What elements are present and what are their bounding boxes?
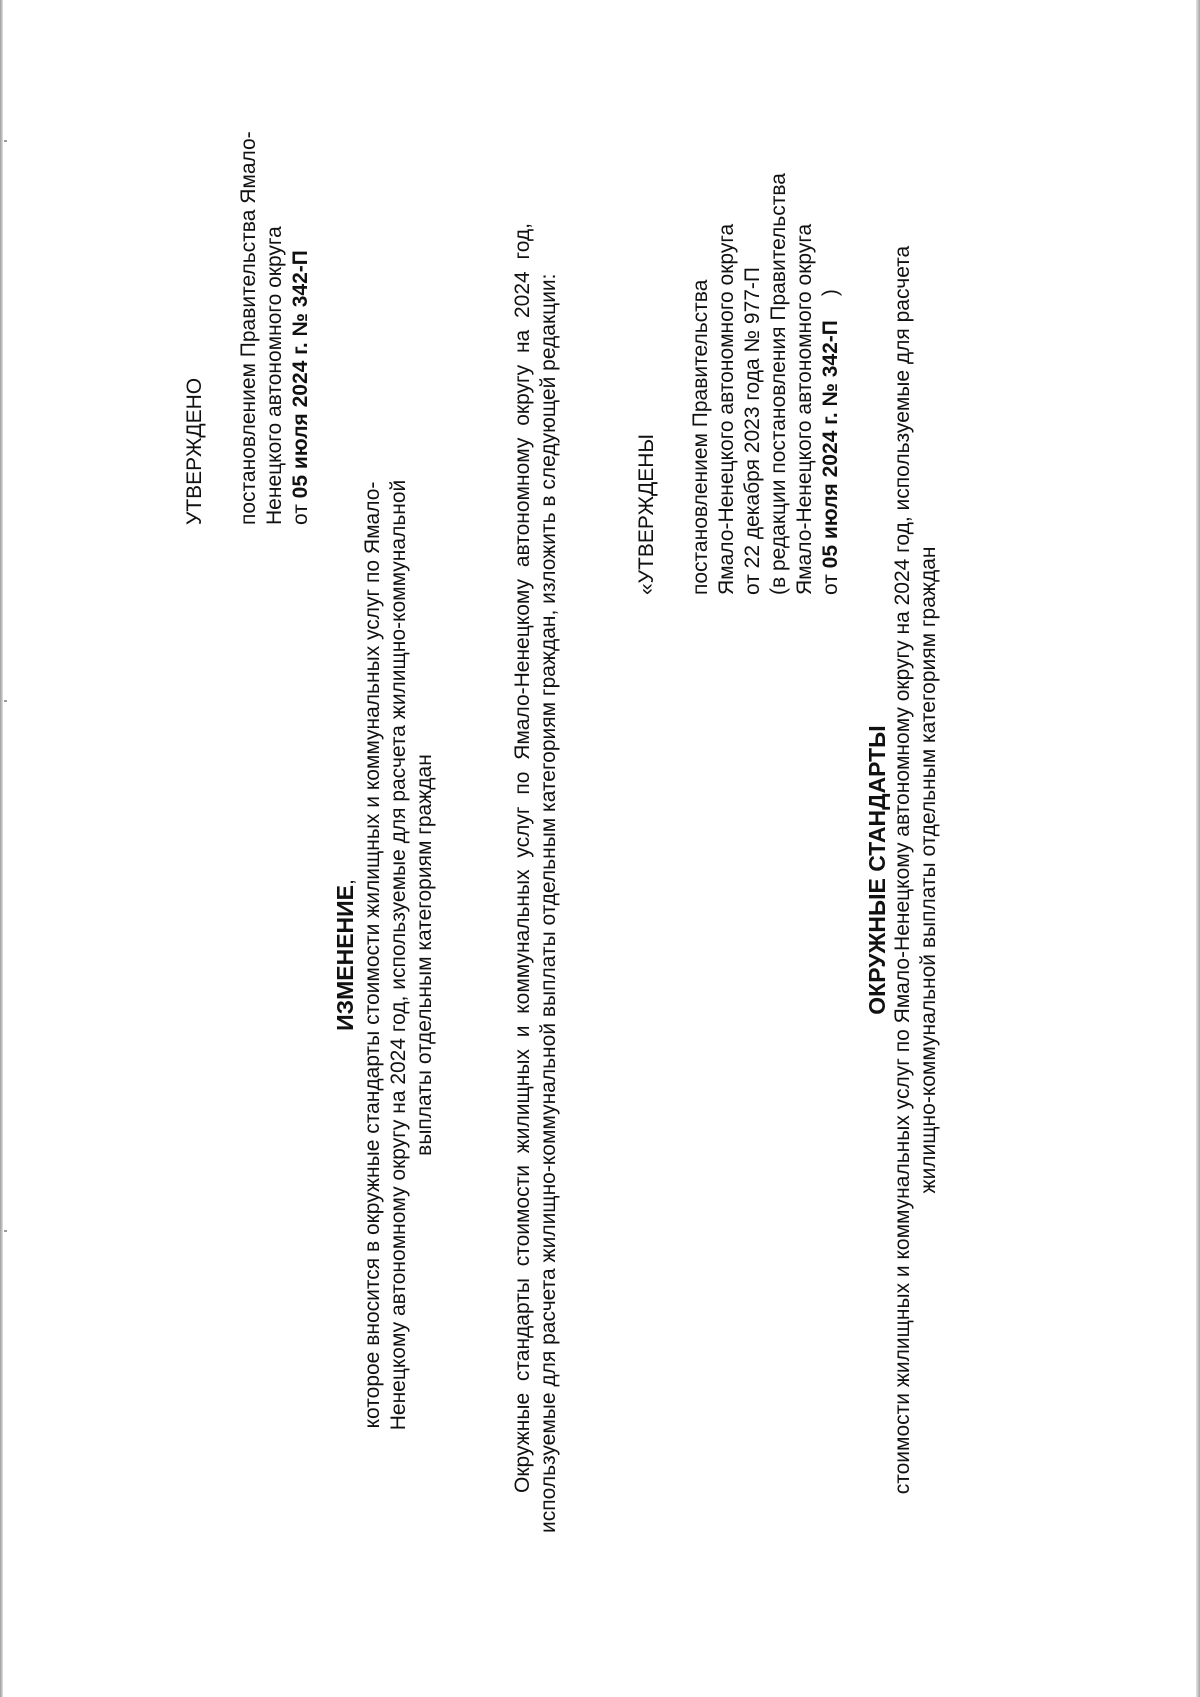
approval2-line: Ямало-Ненецкого автономного округа xyxy=(715,223,738,595)
approval-reference-block xyxy=(634,173,844,595)
approval-stamp-block xyxy=(182,131,314,525)
approval-date-prefix: от xyxy=(289,504,312,525)
paragraph-text: Окружные стандарты стоимости жилищных и коммунальных услуг по Ямало-Ненецкому автономному округу на 2024 год, используемые для расчета жилищно-коммунальной выплаты отдельным категориям граждан, изложить в следующей редакции: xyxy=(511,223,560,1533)
approval-date-line xyxy=(288,131,314,525)
change-title-line xyxy=(332,445,360,1465)
approval2-line: (в редакции постановления Правительства xyxy=(767,173,790,595)
scan-speck xyxy=(4,140,7,142)
change-title-suffix: , xyxy=(335,879,358,885)
approval2-line: Ямало-Ненецкого автономного округа xyxy=(793,223,816,595)
approval-label: УТВЕРЖДЕНО xyxy=(183,377,206,525)
approval2-date-line xyxy=(818,173,844,595)
approval2-line: постановлением Правительства xyxy=(689,279,712,595)
scan-edge-left xyxy=(0,0,3,1697)
standards-heading-block xyxy=(864,205,942,1535)
document-page xyxy=(182,125,1012,1615)
standards-description: стоимости жилищных и коммунальных услуг по Ямало-Ненецкому автономному округу на 2024 год, используемые для расчета жилищно-коммунальной выплаты отдельным категориям граждан xyxy=(891,245,940,1495)
approval2-date-prefix: от xyxy=(819,574,842,595)
approval-line: постановлением Правительства Ямало- xyxy=(237,131,260,525)
approval-line: Ненецкого автономного округа xyxy=(263,226,286,525)
change-title: ИЗМЕНЕНИЕ xyxy=(332,884,358,1031)
approval2-closing: ) xyxy=(819,289,842,297)
scan-speck xyxy=(4,1230,7,1232)
approval2-line: от 22 декабря 2023 года № 977-П xyxy=(741,266,764,595)
approval2-label: «УТВЕРЖДЕНЫ xyxy=(635,433,658,595)
scan-speck xyxy=(4,700,7,702)
body-paragraph xyxy=(510,223,562,1533)
change-description: которое вносится в окружные стандарты стоимости жилищных и коммунальных услуг по Ямало-Ненецкому автономному округу на 2024 год, используемые для расчета жилищно-коммунальной выплаты отдельным категориям граждан xyxy=(361,479,436,1431)
approval-date: 05 июля 2024 г. № 342-П xyxy=(289,250,312,499)
scan-edge-right xyxy=(1196,0,1200,1697)
change-heading-block xyxy=(332,445,438,1465)
standards-title: ОКРУЖНЫЕ СТАНДАРТЫ xyxy=(864,725,890,1015)
approval2-date: 05 июля 2024 г. № 342-П xyxy=(819,320,842,569)
